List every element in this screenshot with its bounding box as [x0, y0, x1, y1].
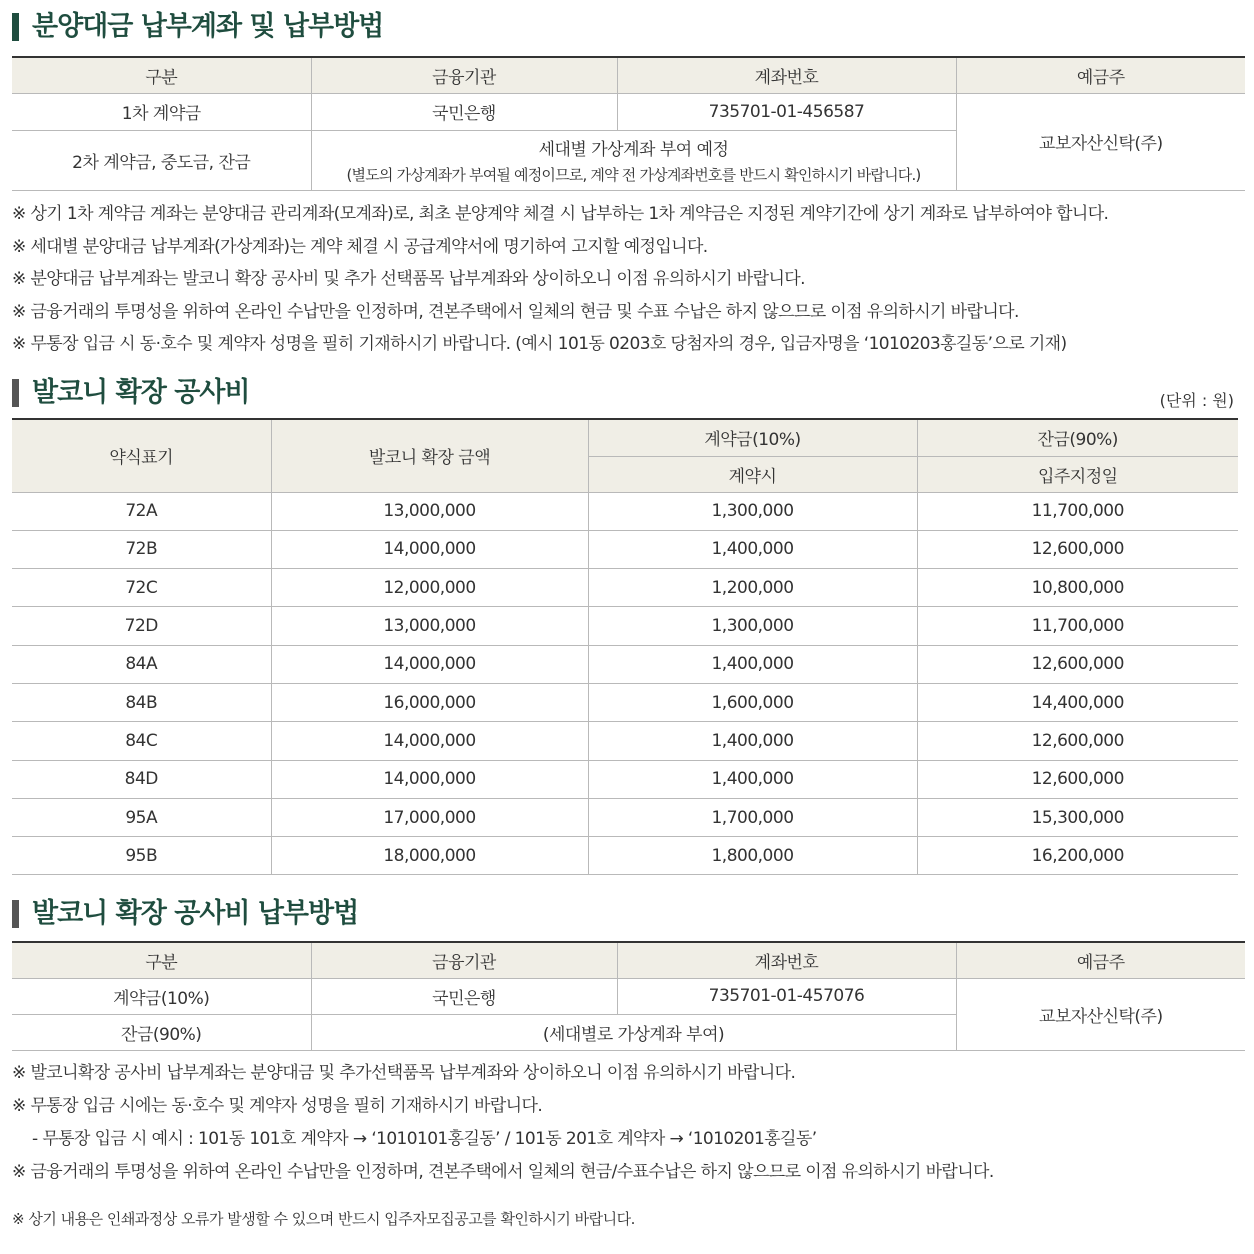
header-account-holder: 예금주	[956, 942, 1245, 978]
row-balcony-amount: 14,000,000	[271, 530, 588, 568]
note-item: ※ 세대별 분양대금 납부계좌(가상계좌)는 계약 체결 시 공급계약서에 명기하여 고지할 예정입니다.	[12, 236, 708, 257]
row-balance: 12,600,000	[917, 722, 1238, 760]
row-bank: 국민은행	[311, 93, 617, 130]
note-example: - 무통장 입금 시 예시 : 101동 101호 계약자 → ‘1010101홍길동’ / 101동 201호 계약자 → ‘1010201홍길동’	[32, 1129, 817, 1149]
header-deposit: 계약금(10%)	[588, 419, 917, 456]
row-deposit: 1,700,000	[588, 798, 917, 836]
row-deposit: 1,600,000	[588, 683, 917, 721]
row-account-number: 735701-01-456587	[617, 93, 956, 130]
unit-label: (단위 : 원)	[1159, 391, 1234, 410]
row-deposit: 1,200,000	[588, 569, 917, 607]
note-item: ※ 무통장 입금 시 동·호수 및 계약자 성명을 필히 기재하시기 바랍니다. (예시 101동 0203호 당첨자의 경우, 입금자명을 ‘1010203홍길동’으로 기재)	[12, 334, 1067, 354]
note-item: ※ 발코니확장 공사비 납부계좌는 분양대금 및 추가선택품목 납부계좌와 상이하오니 이점 유의하시기 바랍니다.	[12, 1063, 796, 1083]
row-balcony-amount: 12,000,000	[271, 569, 588, 607]
header-account-holder: 예금주	[956, 57, 1245, 93]
table-row	[12, 93, 1245, 130]
row-deposit: 1,400,000	[588, 645, 917, 683]
row-balcony-amount: 13,000,000	[271, 492, 588, 530]
virtual-account-note: (별도의 가상계좌가 부여될 예정이므로, 계약 전 가상계좌번호를 반드시 확인하시기 바랍니다.)	[346, 166, 921, 184]
table-row	[12, 722, 1238, 760]
table-row	[12, 978, 1245, 1014]
row-category: 1차 계약금	[12, 93, 311, 130]
section-title-balcony-payment: 발코니 확장 공사비 납부방법	[12, 897, 358, 931]
row-deposit: 1,400,000	[588, 760, 917, 798]
virtual-account-text: 세대별 가상계좌 부여 예정	[538, 140, 729, 160]
row-deposit: 1,400,000	[588, 530, 917, 568]
account-holder: 교보자산신탁(주)	[956, 93, 1245, 190]
row-type: 84D	[12, 760, 271, 798]
row-type: 95A	[12, 798, 271, 836]
row-type: 72B	[12, 530, 271, 568]
balcony-payment-table	[12, 941, 1245, 1051]
table-row	[12, 798, 1238, 836]
row-deposit: 1,400,000	[588, 722, 917, 760]
header-type: 약식표기	[12, 419, 271, 492]
header-account-number: 계좌번호	[617, 57, 956, 93]
header-balance: 잔금(90%)	[917, 419, 1238, 456]
row-balcony-amount: 14,000,000	[271, 645, 588, 683]
row-balcony-amount: 16,000,000	[271, 683, 588, 721]
table-row	[12, 607, 1238, 645]
row-balcony-amount: 18,000,000	[271, 837, 588, 875]
account-holder: 교보자산신탁(주)	[956, 978, 1245, 1050]
row-balcony-amount: 17,000,000	[271, 798, 588, 836]
row-balcony-amount: 14,000,000	[271, 722, 588, 760]
row-balance: 11,700,000	[917, 492, 1238, 530]
note-item: ※ 분양대금 납부계좌는 발코니 확장 공사비 및 추가 선택품목 납부계좌와 상이하오니 이점 유의하시기 바랍니다.	[12, 269, 805, 289]
balcony-payment-notes	[12, 1059, 994, 1191]
row-account-number: 735701-01-457076	[617, 978, 956, 1014]
row-balance: 12,600,000	[917, 645, 1238, 683]
row-deposit: 1,800,000	[588, 837, 917, 875]
row-deposit: 1,300,000	[588, 607, 917, 645]
header-bank: 금융기관	[311, 57, 617, 93]
header-balance-timing: 입주지정일	[917, 456, 1238, 492]
header-balcony-amount: 발코니 확장 금액	[271, 419, 588, 492]
row-balance: 14,400,000	[917, 683, 1238, 721]
table-row	[12, 837, 1238, 875]
note-item: ※ 금융거래의 투명성을 위하여 온라인 수납만을 인정하며, 견본주택에서 일체의 현금 및 수표 수납은 하지 않으므로 이점 유의하시기 바랍니다.	[12, 301, 1019, 322]
payment-notes	[12, 201, 1108, 364]
virtual-account-cell	[311, 130, 956, 190]
table-row	[12, 530, 1238, 568]
row-category: 잔금(90%)	[12, 1014, 311, 1050]
section-title-balcony-cost: 발코니 확장 공사비	[12, 376, 249, 410]
row-deposit: 1,300,000	[588, 492, 917, 530]
row-balcony-amount: 14,000,000	[271, 760, 588, 798]
row-type: 84C	[12, 722, 271, 760]
row-balance: 10,800,000	[917, 569, 1238, 607]
balcony-cost-table	[12, 418, 1238, 875]
table-row	[12, 569, 1238, 607]
row-type: 95B	[12, 837, 271, 875]
row-bank: 국민은행	[311, 978, 617, 1014]
row-category: 2차 계약금, 중도금, 잔금	[12, 130, 311, 190]
row-type: 84A	[12, 645, 271, 683]
note-item: ※ 금융거래의 투명성을 위하여 온라인 수납만을 인정하며, 견본주택에서 일체의 현금/수표수납은 하지 않으므로 이점 유의하시기 바랍니다.	[12, 1162, 994, 1182]
payment-account-table	[12, 56, 1245, 191]
row-balance: 15,300,000	[917, 798, 1238, 836]
table-row	[12, 492, 1238, 530]
row-balance: 12,600,000	[917, 530, 1238, 568]
row-category: 계약금(10%)	[12, 978, 311, 1014]
table-row	[12, 760, 1238, 798]
header-account-number: 계좌번호	[617, 942, 956, 978]
row-balance: 12,600,000	[917, 760, 1238, 798]
section-title-payment-account: 분양대금 납부계좌 및 납부방법	[12, 10, 383, 44]
row-balance: 16,200,000	[917, 837, 1238, 875]
header-category: 구분	[12, 942, 311, 978]
table-row	[12, 645, 1238, 683]
row-type: 84B	[12, 683, 271, 721]
row-type: 72C	[12, 569, 271, 607]
footnote: ※ 상기 내용은 인쇄과정상 오류가 발생할 수 있으며 반드시 입주자모집공고를 확인하시기 바랍니다.	[12, 1210, 635, 1228]
header-deposit-timing: 계약시	[588, 456, 917, 492]
note-item: ※ 무통장 입금 시에는 동·호수 및 계약자 성명을 필히 기재하시기 바랍니다.	[12, 1096, 543, 1116]
row-balance: 11,700,000	[917, 607, 1238, 645]
virtual-account-text: (세대별로 가상계좌 부여)	[311, 1014, 956, 1050]
table-row	[12, 683, 1238, 721]
row-balcony-amount: 13,000,000	[271, 607, 588, 645]
row-type: 72D	[12, 607, 271, 645]
header-bank: 금융기관	[311, 942, 617, 978]
note-item: ※ 상기 1차 계약금 계좌는 분양대금 관리계좌(모계좌)로, 최초 분양계약 체결 시 납부하는 1차 계약금은 지정된 계약기간에 상기 계좌로 납부하여야 합니다.	[12, 204, 1109, 224]
row-type: 72A	[12, 492, 271, 530]
header-category: 구분	[12, 57, 311, 93]
